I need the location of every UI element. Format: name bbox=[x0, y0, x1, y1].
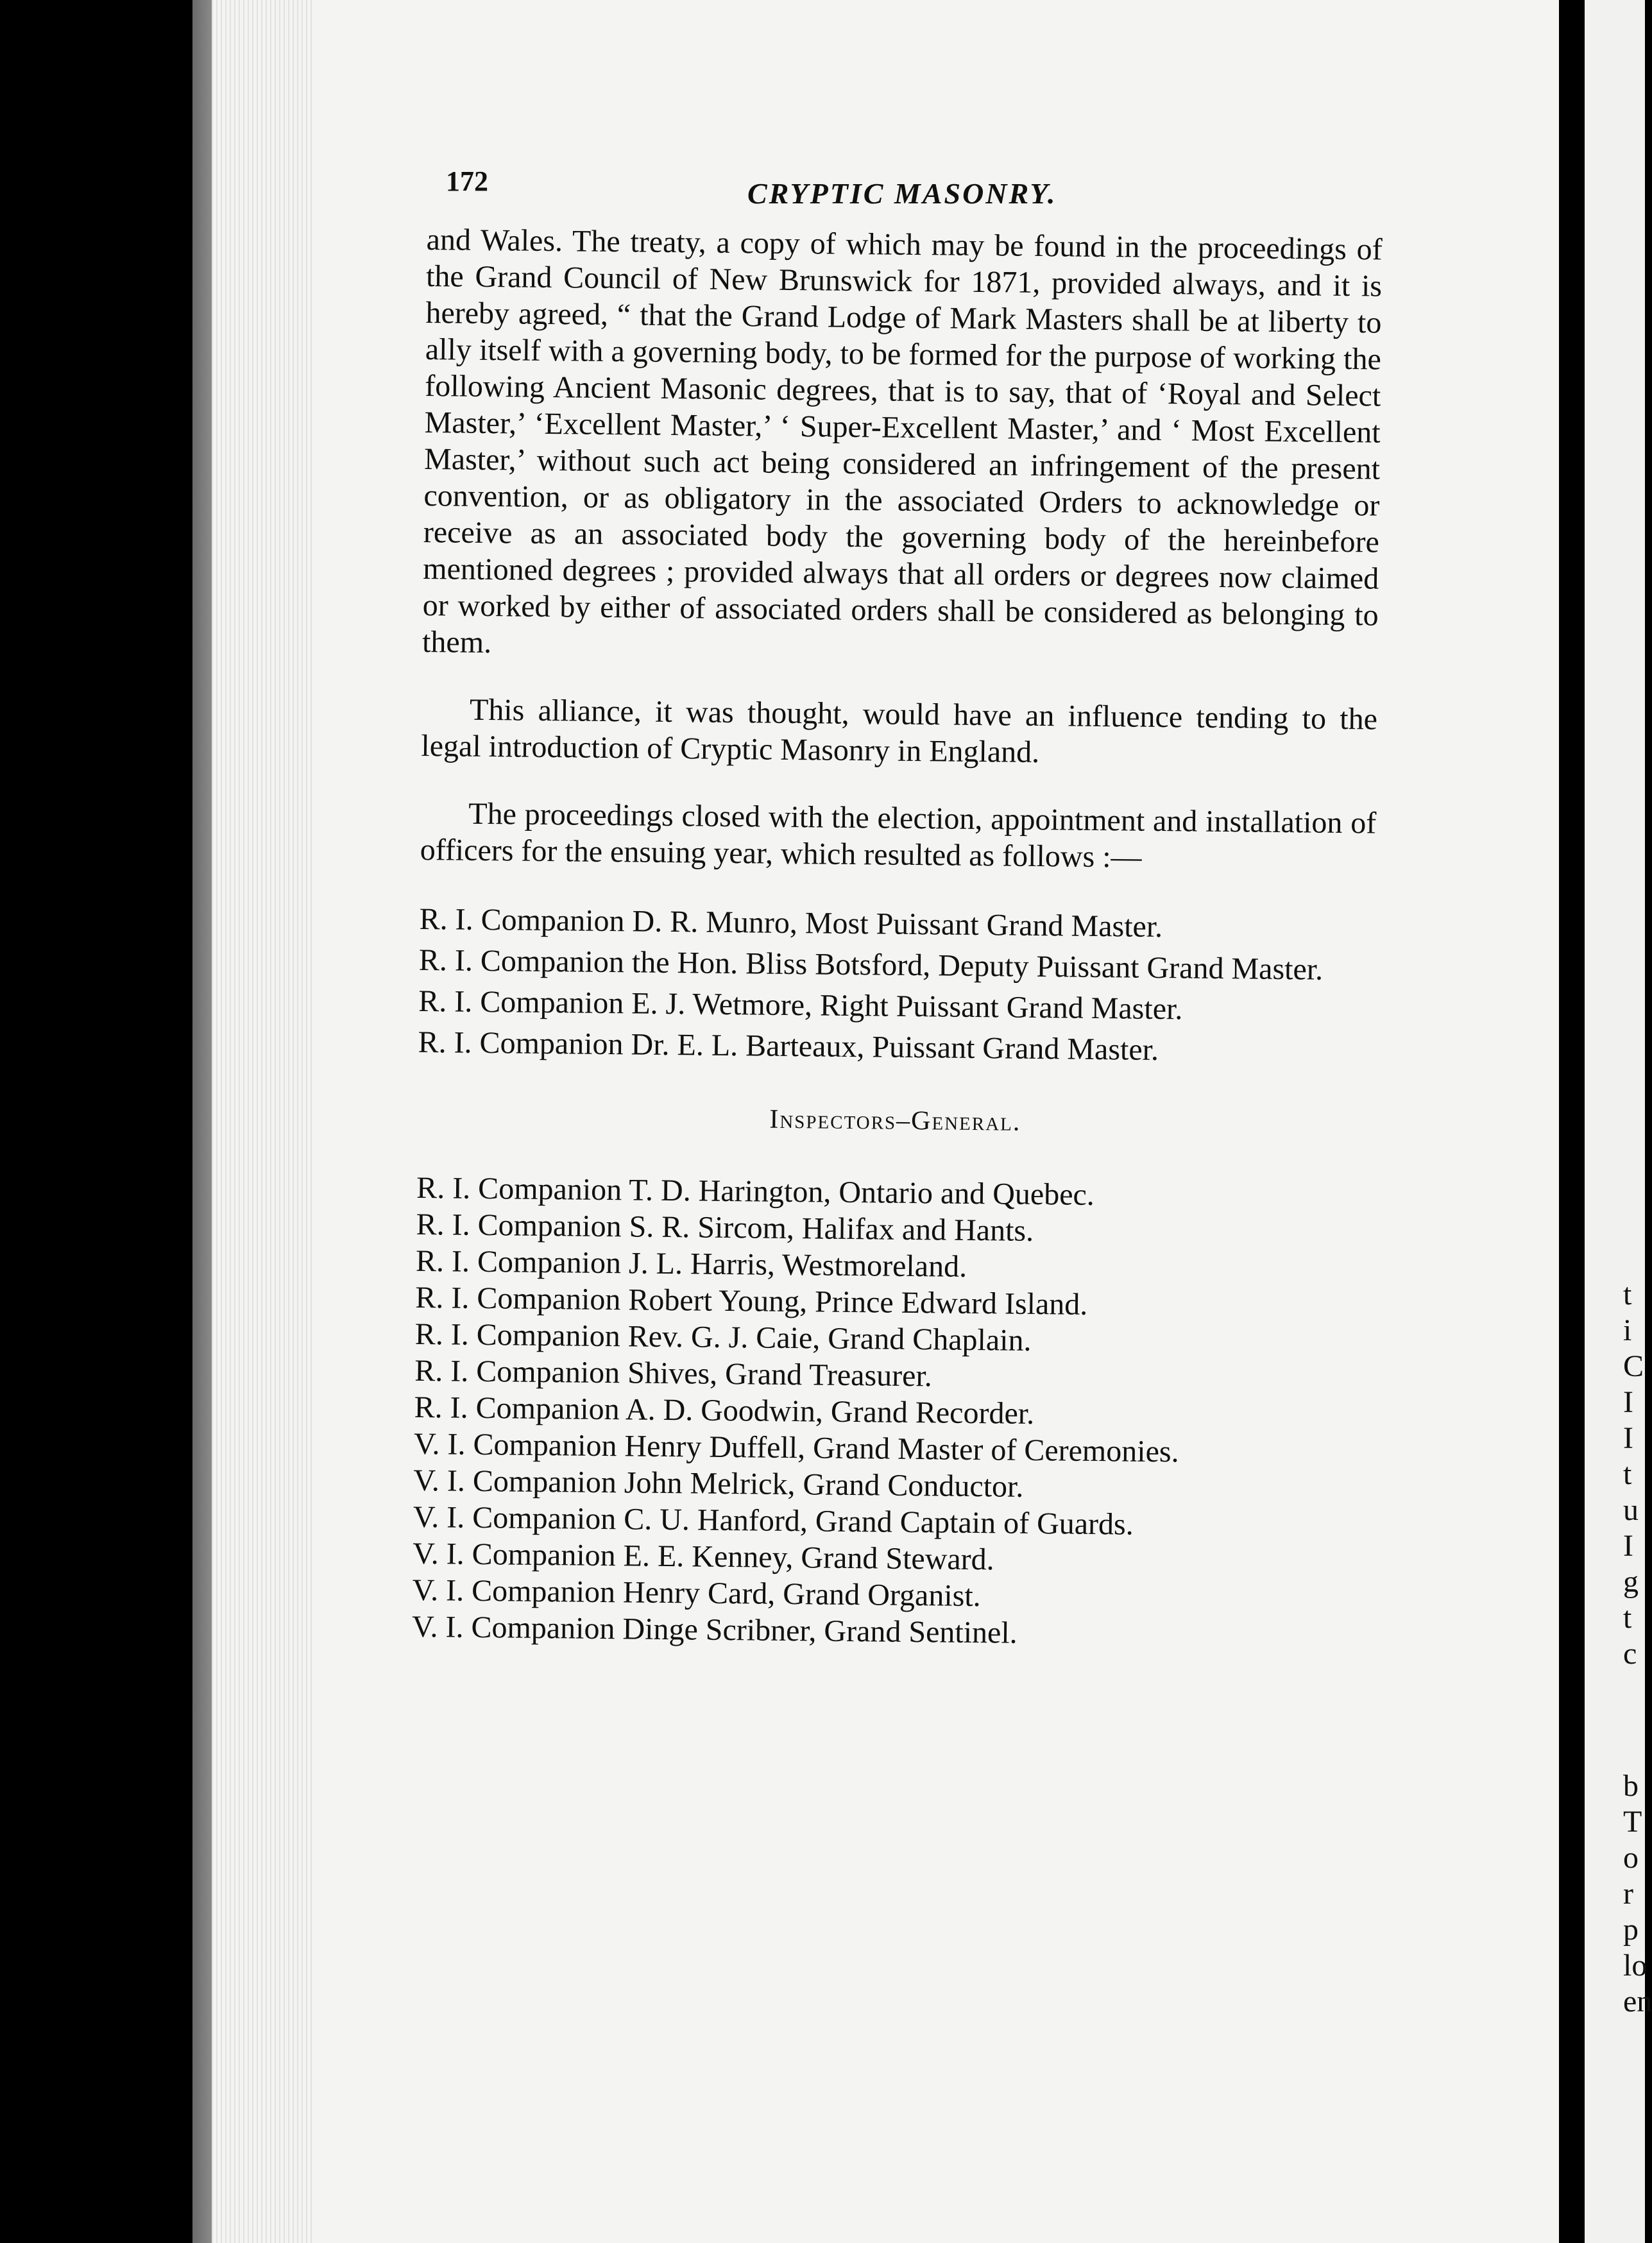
fragment: c bbox=[1623, 1637, 1637, 1671]
officer-entry: R. I. Companion D. R. Munro, Most Puissant Grand Master. bbox=[419, 901, 1163, 944]
page-edge-lines bbox=[212, 0, 314, 2243]
fragment: i bbox=[1623, 1313, 1632, 1347]
body-text bbox=[412, 221, 1383, 1655]
inspector-entry: V. I. Companion Henry Duffell, Grand Master of Ceremonies. bbox=[413, 1426, 1179, 1469]
inspector-entry: R. I. Companion T. D. Harington, Ontario and Quebec. bbox=[416, 1170, 1095, 1212]
fragment: t bbox=[1623, 1277, 1632, 1311]
inspector-entry: R. I. Companion A. D. Goodwin, Grand Recorder. bbox=[414, 1390, 1035, 1431]
fragment: t bbox=[1623, 1601, 1632, 1635]
officer-entry: R. I. Companion E. J. Wetmore, Right Puissant Grand Master. bbox=[418, 984, 1183, 1027]
inspector-entry: V. I. Companion John Melrick, Grand Conductor. bbox=[413, 1463, 1024, 1504]
inspector-entry: V. I. Companion Dinge Scribner, Grand Sentinel. bbox=[411, 1609, 1018, 1650]
fragment: I bbox=[1623, 1421, 1633, 1455]
inspector-entry: V. I. Companion C. U. Hanford, Grand Captain of Guards. bbox=[413, 1499, 1134, 1542]
fragment: I bbox=[1623, 1529, 1633, 1563]
inspector-entry: V. I. Companion E. E. Kenney, Grand Steward. bbox=[412, 1536, 994, 1577]
inspector-list bbox=[412, 1170, 1373, 1655]
fragment: p bbox=[1623, 1913, 1639, 1947]
fragment: r bbox=[1623, 1877, 1633, 1911]
fragment: C bbox=[1623, 1349, 1644, 1383]
officer-list bbox=[418, 901, 1375, 1071]
inspector-entry: R. I. Companion J. L. Harris, Westmoreland. bbox=[415, 1243, 967, 1284]
officer-entry: R. I. Companion Dr. E. L. Barteaux, Puissant Grand Master. bbox=[418, 1025, 1159, 1068]
inspector-entry: R. I. Companion Robert Young, Prince Edward Island. bbox=[415, 1280, 1088, 1322]
facing-page-fragments bbox=[1623, 1277, 1652, 2020]
paragraph: The proceedings closed with the election, appointment and installation of officers for the ensuing year, which resulted as follows :— bbox=[420, 796, 1377, 874]
fragment: b bbox=[1623, 1769, 1639, 1803]
fragment: o bbox=[1623, 1841, 1639, 1875]
fragment: en bbox=[1623, 1984, 1652, 2018]
inspector-entry: R. I. Companion Shives, Grand Treasurer. bbox=[414, 1353, 933, 1394]
fragment: t bbox=[1623, 1457, 1632, 1491]
paragraph: and Wales. The treaty, a copy of which may be found in the proceedings of the Grand Council of New Brunswick for 1871, provided always, and it is hereby agreed, “ that the Grand Lodge of Mark Masters shall be at liberty to ally itself with a governing body, to be formed for the purpose of working the following Ancient Masonic degrees, that is to say, that of ‘Royal and Select Master,’ ‘Excellent Master,’ ‘ Super-Excellent Master,’ and ‘ Most Excellent Master,’ without such act being considered an infringement of the present convention, or as obligatory in the associated Orders to acknowledge or receive as an associated body the governing body of the hereinbefore mentioned degrees ; provided always that all orders or degrees now claimed or worked by either of associated orders shall be considered as belonging to them. bbox=[422, 222, 1383, 660]
fragment: lo bbox=[1623, 1949, 1648, 1983]
fragment: u bbox=[1623, 1493, 1639, 1527]
page-number: 172 bbox=[446, 166, 488, 197]
officer-entry: R. I. Companion the Hon. Bliss Botsford, Deputy Puissant Grand Master. bbox=[418, 942, 1324, 987]
inspector-entry: R. I. Companion Rev. G. J. Caie, Grand Chaplain. bbox=[414, 1317, 1032, 1358]
page-content bbox=[411, 157, 1383, 1650]
inspector-entry: V. I. Companion Henry Card, Grand Organist. bbox=[412, 1573, 981, 1614]
fragment: I bbox=[1623, 1385, 1633, 1419]
fragment: g bbox=[1623, 1565, 1639, 1599]
fragment: T bbox=[1623, 1805, 1642, 1839]
inspector-entry: R. I. Companion S. R. Sircom, Halifax and Hants. bbox=[416, 1207, 1034, 1248]
page-header bbox=[427, 157, 1383, 221]
paragraph: This alliance, it was thought, would have an influence tending to the legal introduction of Cryptic Masonry in England. bbox=[421, 692, 1378, 770]
section-heading: Inspectors–General. bbox=[769, 1104, 1021, 1137]
running-title: CRYPTIC MASONRY. bbox=[747, 177, 1057, 210]
